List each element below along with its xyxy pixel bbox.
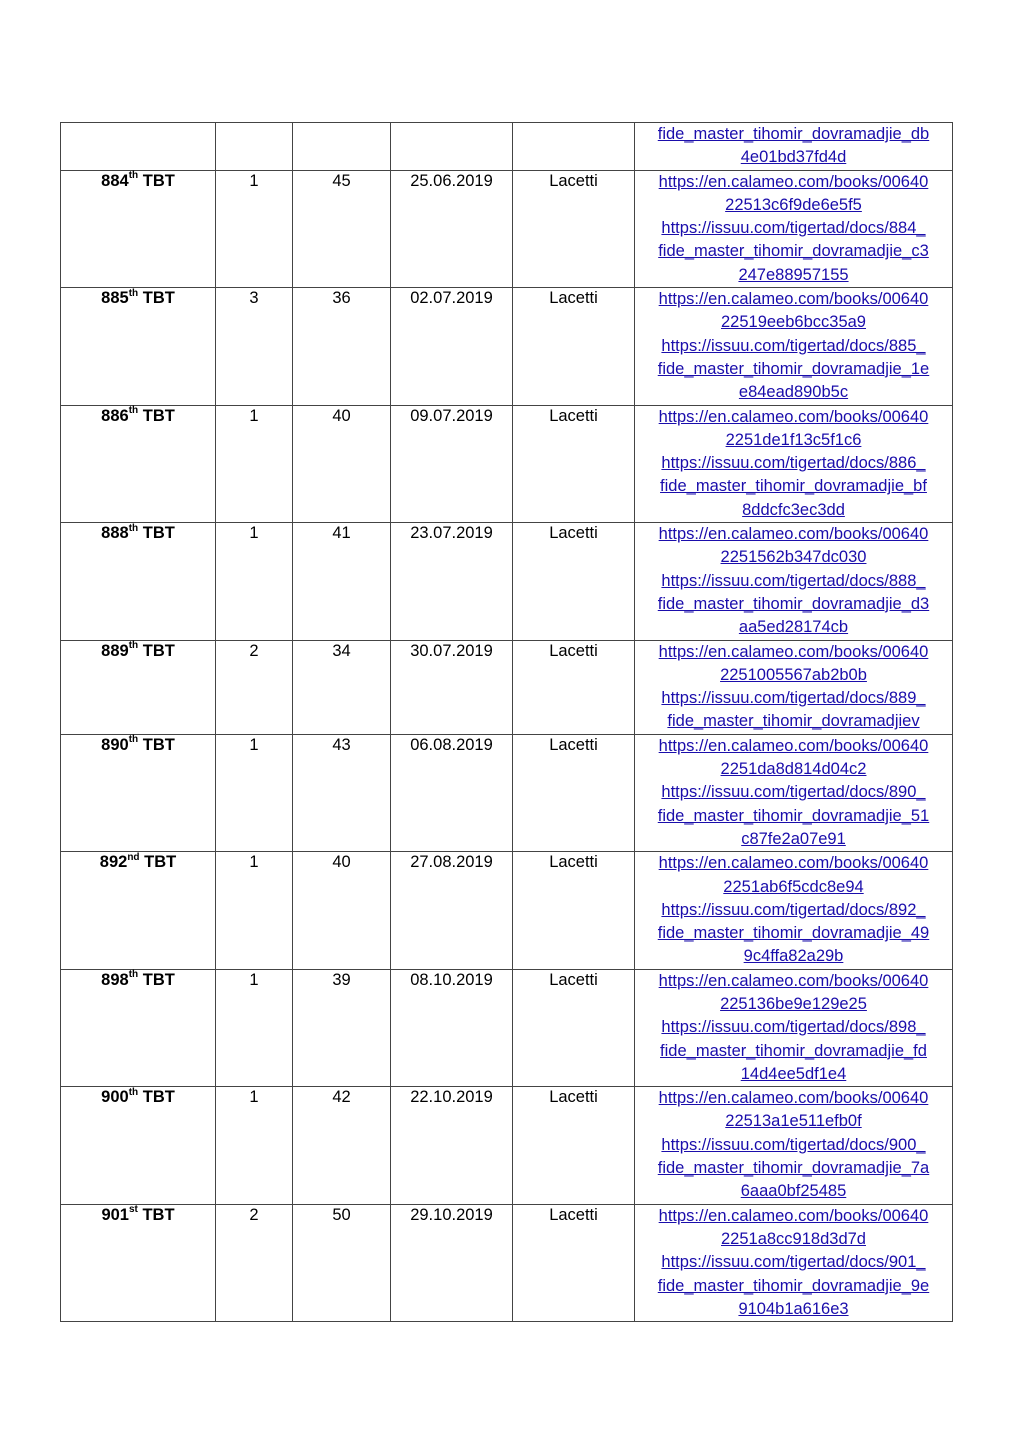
link-line: https://en.calameo.com/books/00640: [658, 525, 929, 544]
value-b-cell: 40: [293, 852, 391, 969]
calameo-link[interactable]: [643, 1087, 944, 1134]
table-row: [61, 1204, 953, 1321]
issuu-link[interactable]: [643, 217, 944, 287]
table-body: [61, 123, 953, 1322]
table-row: [61, 969, 953, 1086]
tbt-number-cell: [61, 405, 216, 522]
link-line: fide_master_tihomir_dovramadjie_db: [657, 125, 930, 143]
links-cell: [635, 1087, 953, 1204]
issuu-link[interactable]: [643, 335, 944, 405]
value-b-cell: 43: [293, 734, 391, 851]
empty-cell: [216, 123, 293, 171]
link-line: fide_master_tihomir_dovramadjie_bf: [660, 477, 927, 496]
calameo-link[interactable]: [643, 852, 944, 899]
links-cell: [635, 170, 953, 287]
empty-cell: [513, 123, 635, 171]
calameo-link[interactable]: [643, 171, 944, 218]
link-line: https://issuu.com/tigertad/docs/901_: [661, 1253, 926, 1272]
value-a-cell: 2: [216, 640, 293, 734]
calameo-link[interactable]: [643, 1205, 944, 1252]
link-line: 9c4ffa82a29b: [743, 947, 844, 966]
tbt-number-cell: [61, 852, 216, 969]
link-line: https://en.calameo.com/books/00640: [658, 854, 929, 873]
tbt-label: TBT: [142, 1205, 175, 1224]
ordinal-suffix: th: [128, 734, 139, 746]
link-line: https://issuu.com/tigertad/docs/889_: [661, 689, 926, 708]
date-cell: 23.07.2019: [391, 523, 513, 640]
links-cell: [635, 640, 953, 734]
link-line: fide_master_tihomir_dovramadjie_49: [657, 924, 930, 943]
tbt-label: TBT: [142, 406, 175, 425]
table-row: [61, 288, 953, 405]
link-line: fide_master_tihomir_dovramadjie_9e: [657, 1276, 930, 1295]
link-line: fide_master_tihomir_dovramadjie_1e: [657, 359, 930, 378]
issuu-link[interactable]: [643, 899, 944, 969]
link-line: https://issuu.com/tigertad/docs/884_: [661, 219, 926, 238]
link-line: https://issuu.com/tigertad/docs/892_: [661, 900, 926, 919]
date-cell: 02.07.2019: [391, 288, 513, 405]
tbt-number-cell: [61, 734, 216, 851]
name-cell: Lacetti: [513, 523, 635, 640]
name-cell: Lacetti: [513, 170, 635, 287]
table-row: [61, 1087, 953, 1204]
calameo-link[interactable]: [643, 641, 944, 688]
value-a-cell: 2: [216, 1204, 293, 1321]
issuu-link[interactable]: [643, 781, 944, 851]
links-cell: [635, 734, 953, 851]
value-b-cell: 36: [293, 288, 391, 405]
name-cell: Lacetti: [513, 1087, 635, 1204]
value-a-cell: 1: [216, 852, 293, 969]
link-line: https://issuu.com/tigertad/docs/888_: [661, 571, 926, 590]
link-line: 4e01bd37fd4d: [740, 148, 847, 167]
issuu-link[interactable]: [643, 123, 944, 170]
table-row: [61, 640, 953, 734]
tbt-label: TBT: [142, 524, 175, 543]
table-row: [61, 405, 953, 522]
link-line: https://issuu.com/tigertad/docs/890_: [661, 783, 926, 802]
ordinal-suffix: th: [128, 969, 139, 981]
link-line: https://issuu.com/tigertad/docs/886_: [661, 454, 926, 473]
name-cell: Lacetti: [513, 969, 635, 1086]
link-line: fide_master_tihomir_dovramadjie_d3: [657, 594, 930, 613]
tbt-number-cell: [61, 1087, 216, 1204]
value-b-cell: 42: [293, 1087, 391, 1204]
link-line: e84ead890b5c: [738, 383, 849, 402]
ordinal-suffix: th: [128, 170, 139, 182]
link-line: 6aaa0bf25485: [740, 1182, 847, 1201]
tbt-number: 885: [101, 289, 129, 308]
link-line: 9104b1a616e3: [738, 1299, 849, 1318]
link-line: https://en.calameo.com/books/00640: [658, 1206, 929, 1225]
name-cell: Lacetti: [513, 288, 635, 405]
empty-cell: [391, 123, 513, 171]
link-line: https://en.calameo.com/books/00640: [658, 971, 929, 990]
link-line: 22513c6f9de6e5f5: [725, 195, 862, 214]
issuu-link[interactable]: [643, 452, 944, 522]
tbt-number: 890: [101, 735, 129, 754]
tbt-number: 889: [101, 641, 129, 660]
links-cell: [635, 1204, 953, 1321]
empty-cell: [293, 123, 391, 171]
links-cell: [635, 852, 953, 969]
issuu-link[interactable]: [643, 1134, 944, 1204]
calameo-link[interactable]: [643, 970, 944, 1017]
link-line: 247e88957155: [738, 265, 849, 284]
tbt-number: 892: [99, 853, 128, 872]
value-b-cell: 41: [293, 523, 391, 640]
value-a-cell: 1: [216, 170, 293, 287]
tbt-label: TBT: [142, 641, 175, 660]
tbt-label: TBT: [144, 853, 177, 872]
tbt-number: 886: [101, 406, 129, 425]
tbt-table: [60, 122, 953, 1322]
link-line: https://issuu.com/tigertad/docs/885_: [661, 336, 926, 355]
link-line: c87fe2a07e91: [741, 829, 846, 848]
tbt-label: TBT: [142, 970, 175, 989]
issuu-link[interactable]: [643, 1251, 944, 1321]
ordinal-suffix: th: [128, 640, 139, 652]
value-a-cell: 1: [216, 734, 293, 851]
link-line: 225136be9e129e25: [720, 994, 867, 1013]
link-line: fide_master_tihomir_dovramadjie_c3: [658, 242, 929, 261]
link-line: https://issuu.com/tigertad/docs/900_: [661, 1135, 926, 1154]
tbt-label: TBT: [142, 735, 175, 754]
tbt-label: TBT: [142, 289, 175, 308]
date-cell: 06.08.2019: [391, 734, 513, 851]
value-b-cell: 39: [293, 969, 391, 1086]
link-line: 2251da8d814d04c2: [720, 760, 867, 779]
link-line: https://en.calameo.com/books/00640: [658, 736, 929, 755]
link-line: 22513a1e511efb0f: [725, 1112, 862, 1131]
issuu-link[interactable]: [643, 687, 944, 734]
issuu-link[interactable]: [643, 570, 944, 640]
date-cell: 30.07.2019: [391, 640, 513, 734]
link-line: https://en.calameo.com/books/00640: [658, 290, 929, 309]
value-b-cell: 40: [293, 405, 391, 522]
value-b-cell: 45: [293, 170, 391, 287]
link-line: 22519eeb6bcc35a9: [721, 313, 866, 332]
name-cell: Lacetti: [513, 852, 635, 969]
links-cell: [635, 123, 953, 171]
tbt-number-cell: [61, 523, 216, 640]
empty-cell: [61, 123, 216, 171]
name-cell: Lacetti: [513, 405, 635, 522]
link-line: 2251005567ab2b0b: [720, 665, 867, 684]
tbt-number: 898: [101, 970, 129, 989]
calameo-link[interactable]: [643, 288, 944, 335]
link-line: fide_master_tihomir_dovramadjie_fd: [660, 1041, 927, 1060]
link-line: fide_master_tihomir_dovramadjie_51: [657, 806, 930, 825]
ordinal-suffix: th: [128, 1086, 139, 1098]
link-line: 14d4ee5df1e4: [740, 1064, 847, 1083]
tbt-number-cell: [61, 170, 216, 287]
link-line: 2251de1f13c5f1c6: [725, 430, 862, 449]
link-line: 2251a8cc918d3d7d: [721, 1229, 866, 1248]
tbt-number: 888: [101, 524, 129, 543]
link-line: fide_master_tihomir_dovramadjiev: [667, 712, 920, 731]
ordinal-suffix: th: [128, 522, 139, 534]
date-cell: 22.10.2019: [391, 1087, 513, 1204]
links-cell: [635, 969, 953, 1086]
value-a-cell: 3: [216, 288, 293, 405]
link-line: https://en.calameo.com/books/00640: [658, 642, 929, 661]
ordinal-suffix: th: [128, 405, 139, 417]
tbt-number: 901: [101, 1205, 129, 1224]
value-b-cell: 34: [293, 640, 391, 734]
link-line: fide_master_tihomir_dovramadjie_7a: [657, 1159, 930, 1178]
link-line: https://en.calameo.com/books/00640: [658, 407, 929, 426]
tbt-number-cell: [61, 1204, 216, 1321]
link-line: 2251562b347dc030: [720, 548, 867, 567]
ordinal-suffix: nd: [127, 851, 140, 863]
table-row: [61, 734, 953, 851]
link-line: aa5ed28174cb: [738, 618, 849, 637]
tbt-label: TBT: [142, 171, 175, 190]
calameo-link[interactable]: [643, 523, 944, 570]
links-cell: [635, 405, 953, 522]
date-cell: 25.06.2019: [391, 170, 513, 287]
calameo-link[interactable]: [643, 735, 944, 782]
name-cell: Lacetti: [513, 1204, 635, 1321]
value-a-cell: 1: [216, 523, 293, 640]
ordinal-suffix: st: [128, 1204, 138, 1216]
links-cell: [635, 523, 953, 640]
date-cell: 27.08.2019: [391, 852, 513, 969]
table-row: [61, 170, 953, 287]
link-line: https://en.calameo.com/books/00640: [658, 1089, 929, 1108]
tbt-number-cell: [61, 969, 216, 1086]
value-a-cell: 1: [216, 969, 293, 1086]
links-cell: [635, 288, 953, 405]
tbt-number-cell: [61, 640, 216, 734]
link-line: 2251ab6f5cdc8e94: [723, 877, 864, 896]
tbt-number-cell: [61, 288, 216, 405]
date-cell: 29.10.2019: [391, 1204, 513, 1321]
date-cell: 09.07.2019: [391, 405, 513, 522]
issuu-link[interactable]: [643, 1016, 944, 1086]
calameo-link[interactable]: [643, 406, 944, 453]
table-row: [61, 523, 953, 640]
tbt-label: TBT: [142, 1088, 175, 1107]
date-cell: 08.10.2019: [391, 969, 513, 1086]
value-a-cell: 1: [216, 405, 293, 522]
value-b-cell: 50: [293, 1204, 391, 1321]
link-line: https://en.calameo.com/books/00640: [658, 172, 929, 191]
value-a-cell: 1: [216, 1087, 293, 1204]
link-line: https://issuu.com/tigertad/docs/898_: [661, 1018, 926, 1037]
ordinal-suffix: th: [128, 287, 139, 299]
name-cell: Lacetti: [513, 640, 635, 734]
name-cell: Lacetti: [513, 734, 635, 851]
tbt-number: 900: [101, 1088, 129, 1107]
table-row: [61, 852, 953, 969]
table-row-continuation: [61, 123, 953, 171]
tbt-number: 884: [101, 171, 129, 190]
link-line: 8ddcfc3ec3dd: [742, 500, 845, 519]
